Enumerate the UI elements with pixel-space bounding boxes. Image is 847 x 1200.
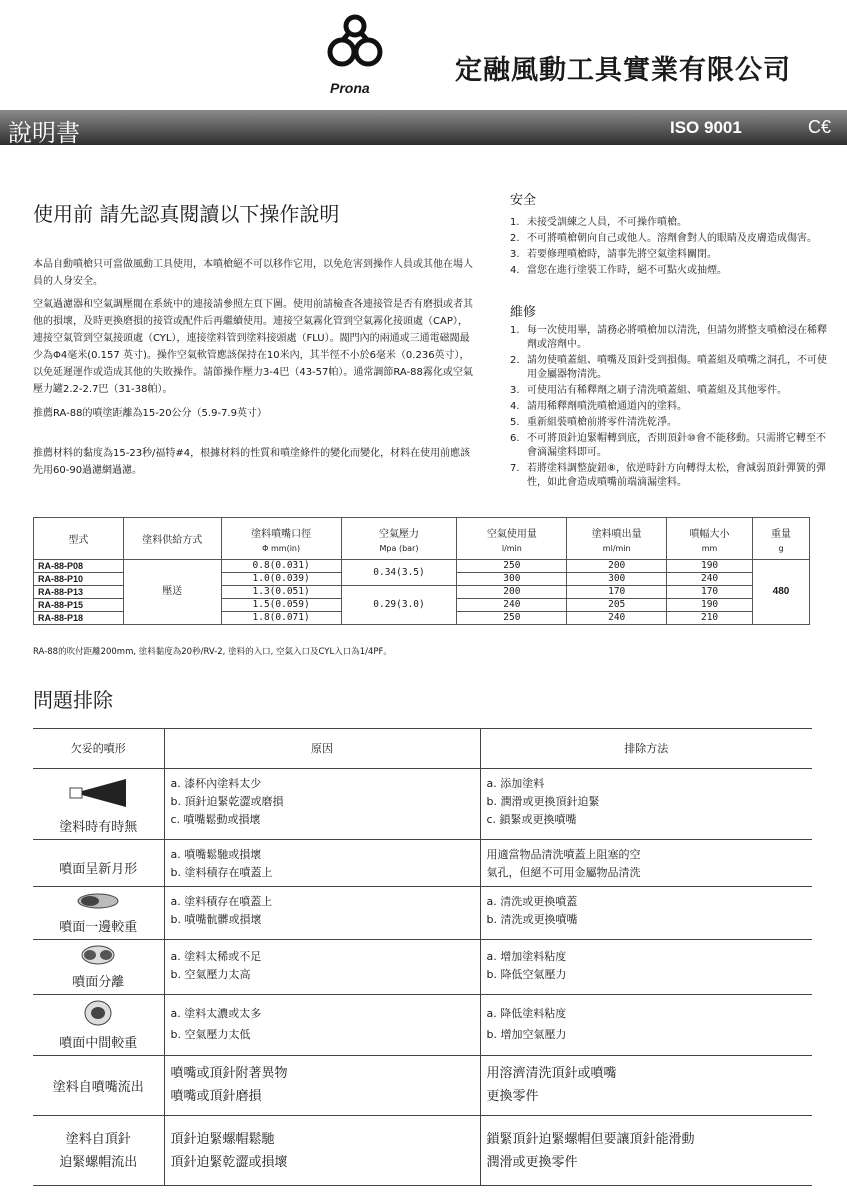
troubleshoot-table [33,728,812,1186]
table-row: 噴面一邊較重 a. 塗料積存在噴蓋上 b. 噴嘴骯髒或損壞 a. 清洗或更換噴蓋 b. 清洗或更換噴嘴 [33,886,812,939]
pressure-cell-b: 0.29(3.0) [341,586,457,625]
company-name: 定融風動工具實業有限公司 [455,55,791,86]
col-nozzle: 塗料噴嘴口徑 Φ mm(in) [221,518,341,560]
table-row: 噴面呈新月形 a. 噴嘴鬆馳或損壞 b. 塗料積存在噴蓋上 用適當物品清洗噴蓋上阻塞的空 氣孔，但絕不可用金屬物品清洗 [33,839,812,886]
spec-header-row [34,518,810,560]
table-row: 塗料自頂針 迫緊螺帽流出 頂針迫緊螺帽鬆馳 頂針迫緊乾澀或損壞 鎖緊頂針迫緊螺帽但要讓頂針能滑動 潤滑或更換零件 [33,1115,812,1185]
safety-list [510,216,830,278]
prona-logo [320,14,390,104]
iso-badge: ISO 9001 [670,118,742,137]
table-row: RA-88-P10 1.0(0.039) 300 300 240 [34,573,810,586]
col-output: 塗料噴出量 ml/min [567,518,667,560]
list-item: 2. 不可將噴槍朝向自己或他人。溶劑會對人的眼睛及皮膚造成傷害。 [510,233,817,244]
safety-section [510,194,830,280]
list-item: 4. 請用稀釋劑噴洗噴槍通道內的塗料。 [510,401,687,412]
table-row: 噴面中間較重 a. 塗料太濃或太多 b. 空氣壓力太低 a. 降低塗料粘度 b. 增加空氣壓力 [33,994,812,1055]
logo-text: Prona [330,80,370,96]
intro-title: 使用前 請先認真閱讀以下操作說明 [33,202,340,226]
manual-title: 說明書 [8,119,80,147]
weight-cell: 480 [753,560,810,625]
intro-paragraph-3: 推薦RA-88的噴塗距離為15-20公分（5.9-7.9英寸） [33,408,267,419]
list-item: 7. 若將塗料調整旋鈕⑧，依逆時針方向轉得太松，會減弱頂針彈簧的彈性，如此會造成噴嘴前端滴漏塗料。 [510,463,826,488]
title-banner [0,110,847,145]
col-model: 型式 [34,518,124,560]
list-item: 1. 每一次使用畢，請務必將噴槍加以清洗，但請勿將整支噴槍浸在稀釋劑或溶劑中。 [510,325,827,350]
maintenance-heading: 維修 [510,305,537,320]
list-item: 3. 可使用沾有稀釋劑之刷子清洗噴蓋組、噴蓋組及其他零件。 [510,385,787,396]
troubleshoot-header-row [33,728,812,768]
col-fix: 排除方法 [480,728,812,768]
table-row: RA-88-P08 壓送 0.8(0.031) 0.34(3.5) 250 200 190 480 [34,560,810,573]
maintenance-list [510,324,830,490]
col-weight: 重量 g [753,518,810,560]
col-air: 空氣使用量 l/min [457,518,567,560]
spray-heavy-side-icon [76,891,120,911]
col-width: 噴幅大小 mm [667,518,753,560]
table-row: RA-88-P15 1.5(0.059) 240 205 190 [34,599,810,612]
spec-note: RA-88的吹付距離200mm, 塗料黏度為20秒/RV-2, 塗料的入口, 空氣入口及CYL入口為1/4PF。 [33,647,392,657]
list-item: 3. 若要修理噴槍時，請事先將空氣塗料關閉。 [510,249,717,260]
list-item: 1. 未接受訓練之人員，不可操作噴槍。 [510,217,687,228]
table-row: RA-88-P18 1.8(0.071) 250 240 210 [34,612,810,625]
table-row: RA-88-P13 1.3(0.051) 0.29(3.0) 200 170 170 [34,586,810,599]
list-item: 4. 當您在進行塗裝工作時，絕不可點火或抽煙。 [510,265,727,276]
intro-paragraph-4: 推薦材料的黏度為15-23秒/福特#4，根據材料的性質和噴塗條件的變化而變化，材料在使用前應該先用60-90過濾網過濾。 [33,448,471,476]
table-row: 噴面分離 a. 塗料太稀或不足 b. 空氣壓力太高 a. 增加塗料粘度 b. 降低空氣壓力 [33,939,812,994]
spray-split-icon [80,944,116,966]
supply-cell: 壓送 [123,560,221,625]
list-item: 2. 請勿使噴蓋組、噴嘴及頂針受到損傷。噴蓋組及噴嘴之洞孔，不可使用金屬器物清洗。 [510,355,827,380]
maintenance-section [510,306,830,492]
list-item: 6. 不可將頂針迫緊帽轉到底，否則頂針⑩會不能移動。只需將它轉至不會滴漏塗料即可。 [510,433,826,458]
spec-table [33,517,810,625]
spray-heavy-center-icon [83,999,113,1027]
pressure-cell-a: 0.34(3.5) [341,560,457,586]
col-pressure: 空氣壓力 Mpa (bar) [341,518,457,560]
troubleshoot-title: 問題排除 [33,688,113,712]
col-symptom: 欠妥的噴形 [33,728,164,768]
table-row: 塗料時有時無 a. 漆杯內塗料太少 b. 頂針迫緊乾澀或磨損 c. 噴嘴鬆動或損壞 a. 添加塗料 b. 潤滑或更換頂針迫緊 c. 鎖緊或更換噴嘴 [33,768,812,839]
ce-mark: C€ [808,117,832,137]
page-header [0,0,847,110]
logo-mark-icon [320,14,390,84]
safety-heading: 安全 [510,193,537,208]
intro-paragraph-1: 本品自動噴槍只可當做風動工具使用，本噴槍絕不可以移作它用，以免危害到操作人員或其他在場人員的人身安全。 [33,259,473,287]
spray-cone-icon [68,775,128,811]
col-supply: 塗料供給方式 [123,518,221,560]
col-cause: 原因 [164,728,480,768]
table-row: 塗料自噴嘴流出 噴嘴或頂針附著異物 噴嘴或頂針磨損 用溶濟清洗頂針或噴嘴 更換零件 [33,1055,812,1115]
list-item: 5. 重新組裝噴槍前將零件清洗乾淨。 [510,417,677,428]
intro-paragraph-2: 空氣過濾器和空氣調壓閥在系統中的連接請參照左頁下圖。使用前請檢查各連接管是否有磨損或者其他的損壞，及時更換磨損的接管或配件后再繼續使用。連接空氣霧化管到空氣霧化接頭處（CAP），連接空氣管到空氣接頭處（CYL），連接塗料管到塗料接頭處（FLU）。閥門內的兩通或三通電磁閥最少為Φ4毫米(0.157 英寸)。操作空氣軟管應該保持在10米內，其半徑不小於6毫米（0.236英寸），以免延遲運作或造成其他的失敗操作。請節操作壓力3-4巴（43-57帕）。通常調節RA-88霧化或空氣壓力罐2.2-2.7巴（31-38帕）。 [33,299,473,395]
